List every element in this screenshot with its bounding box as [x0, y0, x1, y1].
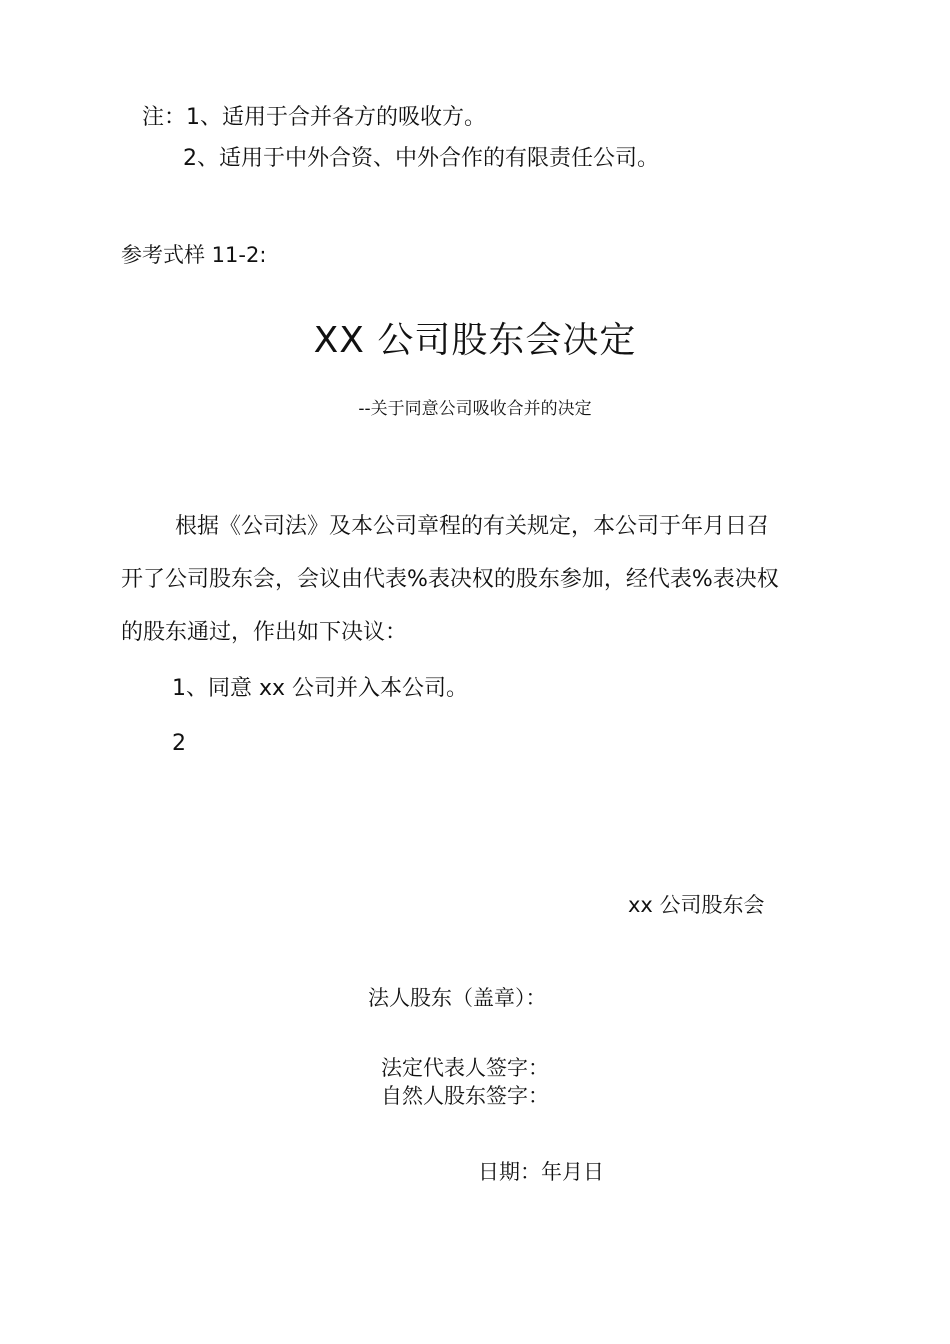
signing-organization: xx 公司股东会 [628, 893, 765, 917]
legal-representative-signature-label: 法定代表人签字： [381, 1056, 549, 1080]
resolution-item-1: 1、同意 xx 公司并入本公司。 [172, 676, 469, 701]
note-line-2: 2、适用于中外合资、中外合作的有限责任公司。 [183, 146, 659, 171]
date-label: 日期：年月日 [478, 1160, 604, 1184]
document-title: XX 公司股东会决定 [313, 320, 637, 361]
document-subtitle: --关于同意公司吸收合并的决定 [358, 399, 592, 419]
resolution-item-2: 2 [172, 731, 186, 756]
corporate-shareholder-seal-label: 法人股东（盖章）： [368, 986, 547, 1010]
sample-label: 参考式样 11-2: [121, 243, 267, 267]
body-paragraph-line-2: 开了公司股东会，会议由代表%表决权的股东参加，经代表%表决权 [121, 567, 779, 592]
note-line-1: 注：1、适用于合并各方的吸收方。 [142, 105, 486, 130]
body-paragraph-line-1: 根据《公司法》及本公司章程的有关规定，本公司于年月日召 [175, 514, 770, 539]
natural-person-signature-label: 自然人股东签字： [381, 1084, 549, 1108]
body-paragraph-line-3: 的股东通过，作出如下决议： [121, 620, 408, 645]
